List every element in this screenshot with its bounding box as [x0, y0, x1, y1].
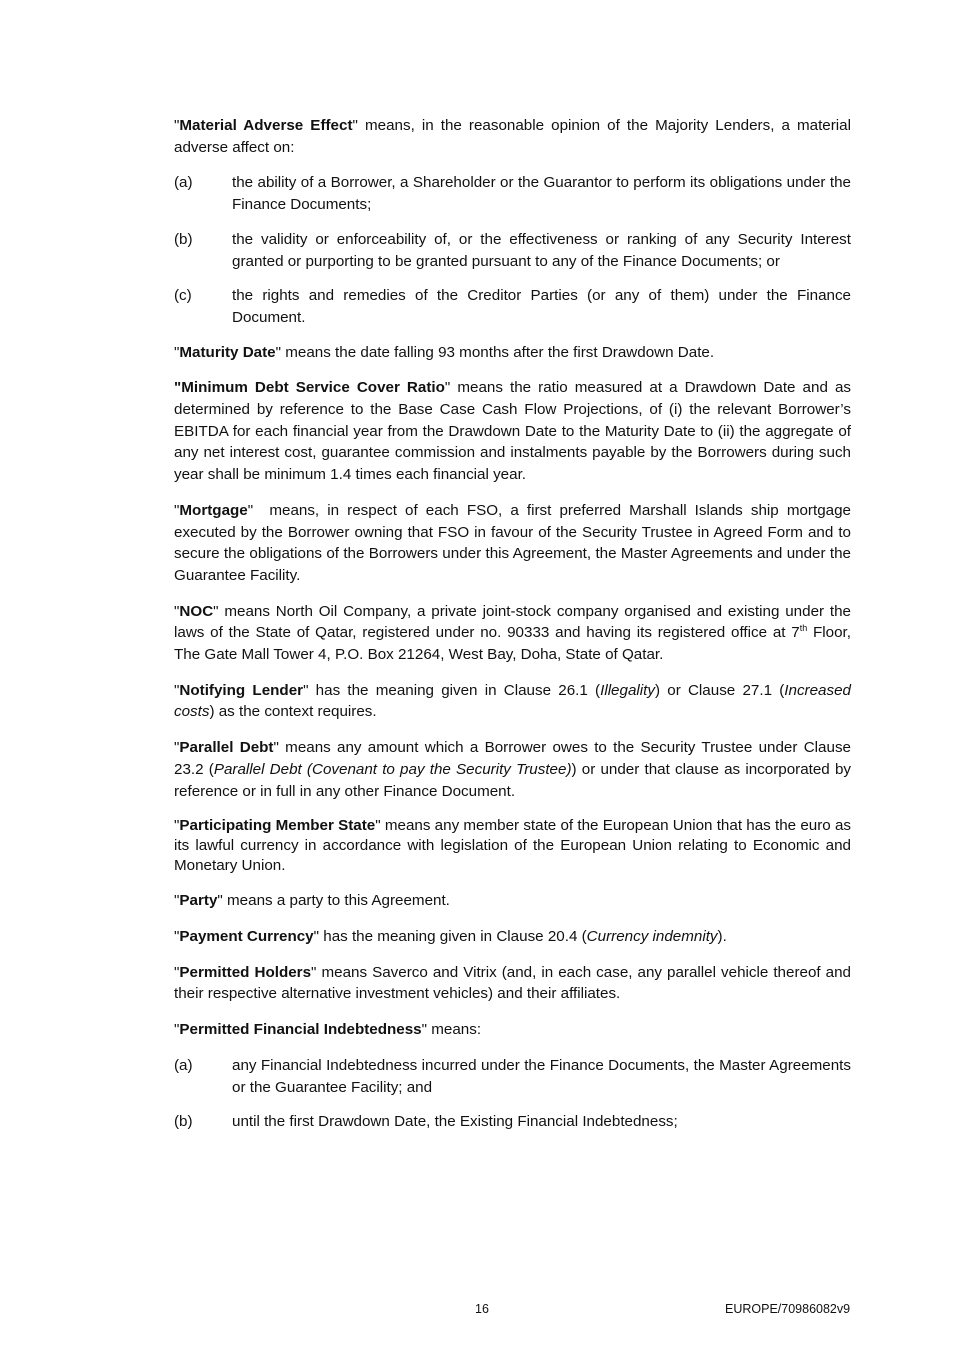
definition-material-adverse-effect: "Material Adverse Effect" means, in the reasonable opinion of the Majority Lenders, a material adverse affect on: [174, 117, 851, 156]
list-item: (b) the validity or enforceability of, or the effectiveness or ranking of any Security Interest granted or purporting to be granted pursuant to any of the Finance Documents; or [174, 230, 851, 270]
term: Permitted Financial Indebtedness [179, 1021, 422, 1039]
definition-notifying-lender: "Notifying Lender" has the meaning given in Clause 26.1 (Illegality) or Clause 27.1 (Increased costs) as the context requires. [174, 681, 851, 721]
definition-permitted-holders: "Permitted Holders" means Saverco and Vitrix (and, in each case, any parallel vehicle thereof and their respective alternative investment vehicles) and their affiliates. [174, 963, 851, 1003]
list-item: (a) the ability of a Borrower, a Shareholder or the Guarantor to perform its obligations under the Finance Documents; [174, 174, 851, 214]
term: Notifying Lender [179, 681, 304, 699]
term: Permitted Holders [179, 963, 312, 981]
definition-participating-member-state: "Participating Member State" means any member state of the European Union that has the euro as its lawful currency in accordance with legislation of the European Union relating to Economic and Monetary Union. [174, 817, 851, 875]
definition-noc: "NOC" means North Oil Company, a private joint-stock company organised and existing under the laws of the State of Qatar, registered under no. 90333 and having its registered office at 7th Floor, The Gate Mall Tower 4, P.O. Box 21264, West Bay, Doha, State of Qatar. [174, 602, 851, 664]
definition-minimum-debt-service-cover-ratio: "Minimum Debt Service Cover Ratio" means the ratio measured at a Drawdown Date and as determined by reference to the Base Case Cash Flow Projections, of (i) the relevant Borrower’s EBITDA for each financial year from the Drawdown Date to the Maturity Date to (ii) the aggregate of any net interest cost, guarantee commission and instalments payable by the Borrowers during such year shall be minimum 1.4 times each financial year. [174, 379, 851, 484]
list-item: (c) the rights and remedies of the Creditor Parties (or any of them) under the Finance Document. [174, 287, 851, 326]
list-item: (b) until the first Drawdown Date, the Existing Financial Indebtedness; [174, 1113, 678, 1131]
term: Material Adverse Effect [179, 117, 353, 134]
term: Party [179, 892, 218, 910]
term: Payment Currency [179, 927, 314, 945]
term: Mortgage [179, 501, 248, 519]
definition-maturity-date: "Maturity Date" means the date falling 93 months after the first Drawdown Date. [174, 343, 715, 361]
definition-permitted-financial-indebtedness: "Permitted Financial Indebtedness" means: [174, 1021, 482, 1039]
term: NOC [179, 602, 214, 620]
definition-parallel-debt: "Parallel Debt" means any amount which a Borrower owes to the Security Trustee under Clause 23.2 (Parallel Debt (Covenant to pay the Security Trustee)) or under that clause as incorporated by reference or in full in any other Finance Document. [174, 739, 851, 800]
term: Maturity Date [179, 343, 276, 361]
term: Participating Member State [179, 817, 376, 835]
list-item: (a) any Financial Indebtedness incurred under the Finance Documents, the Master Agreements or the Guarantee Facility; and [174, 1056, 851, 1096]
definition-party: "Party" means a party to this Agreement. [174, 892, 450, 910]
document-body [174, 115, 856, 1146]
document-reference: EUROPE/70986082v9 [725, 1302, 851, 1316]
definition-mortgage: "Mortgage" means, in respect of each FSO, a first preferred Marshall Islands ship mortgage executed by the Borrower owning that FSO in favour of the Security Trustee in Agreed Form and to secure the obligations of the Borrowers under this Agreement, the Master Agreements and under the Guarantee Facility. [174, 501, 856, 584]
term: Minimum Debt Service Cover Ratio [181, 379, 445, 397]
definition-payment-currency: "Payment Currency" has the meaning given in Clause 20.4 (Currency indemnity). [174, 927, 727, 945]
term: Parallel Debt [179, 739, 274, 757]
page-number: 16 [475, 1302, 489, 1316]
